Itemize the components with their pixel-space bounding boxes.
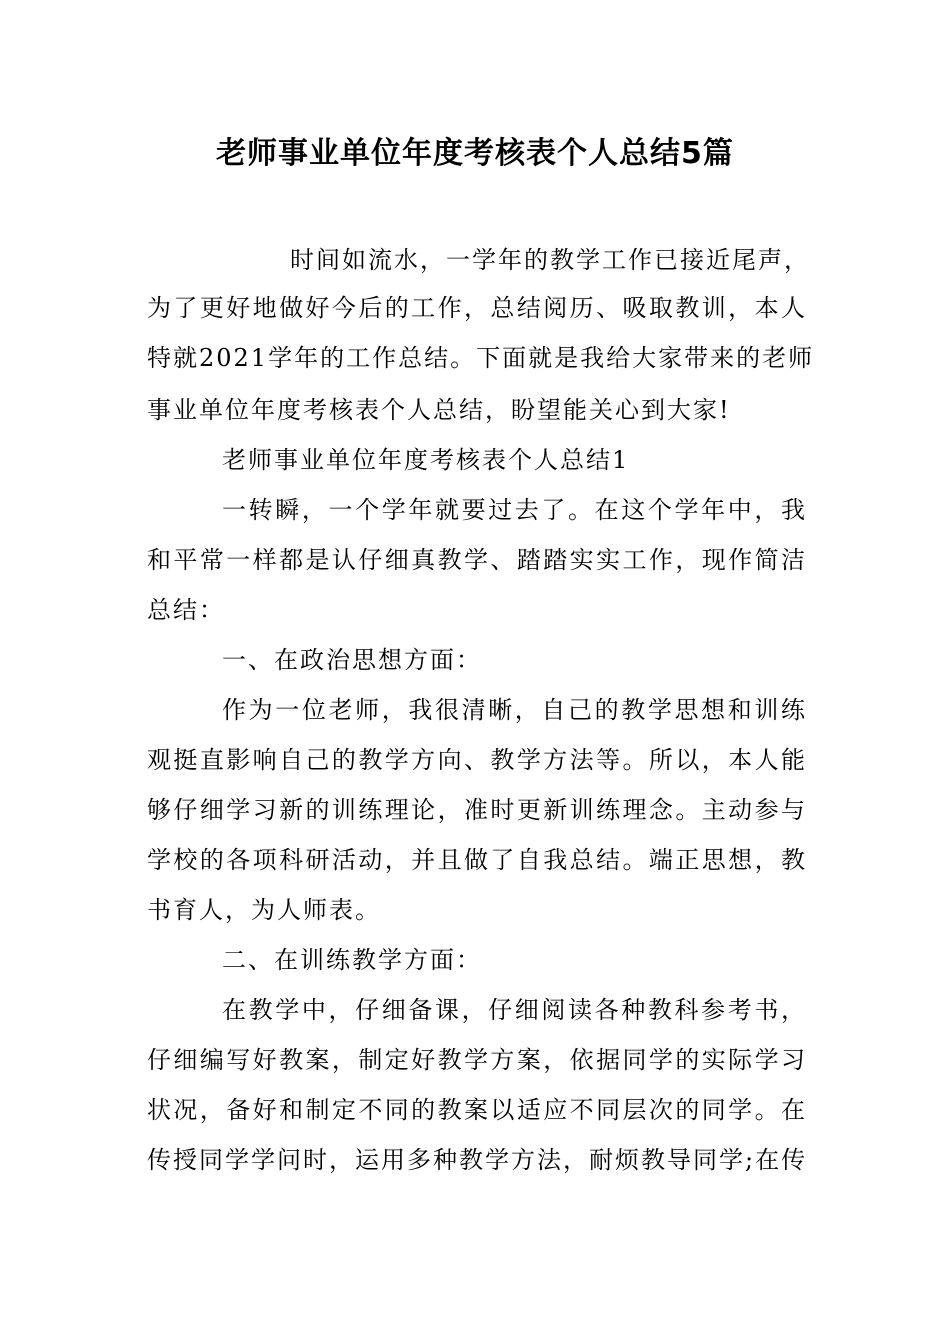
subheading-political: 一、在政治思想方面： [222, 646, 482, 674]
paragraph-2-line-2: 观挺直影响自己的教学方向、教学方法等。所以，本人能 [147, 746, 807, 774]
paragraph-3-line-2: 仔细编写好教案，制定好教学方案，依据同学的实际学习 [147, 1046, 807, 1074]
paragraph-3-line-3: 状况，备好和制定不同的教案以适应不同层次的同学。在 [147, 1096, 807, 1124]
intro-line-4: 事业单位年度考核表个人总结，盼望能关心到大家! [147, 396, 731, 424]
paragraph-2-line-3: 够仔细学习新的训练理论，准时更新训练理念。主动参与 [147, 796, 807, 824]
intro-line-2: 为了更好地做好今后的工作，总结阅历、吸取教训，本人 [147, 294, 807, 322]
paragraph-3-line-1: 在教学中，仔细备课，仔细阅读各种教科参考书， [222, 996, 807, 1024]
document-title: 老师事业单位年度考核表个人总结5篇 [216, 136, 734, 171]
subheading-teaching: 二、在训练教学方面： [222, 946, 482, 974]
paragraph-2-line-5: 书育人，为人师表。 [147, 896, 381, 924]
intro-line-3: 特就2021学年的工作总结。下面就是我给大家带来的老师 [147, 344, 815, 372]
paragraph-3-line-4: 传授同学学问时，运用多种教学方法，耐烦教导同学;在传 [147, 1146, 808, 1174]
paragraph-1-line-1: 一转瞬，一个学年就要过去了。在这个学年中，我 [222, 496, 807, 524]
paragraph-1-line-3: 总结： [147, 596, 225, 624]
intro-line-1: 时间如流水，一学年的教学工作已接近尾声， [290, 246, 810, 274]
paragraph-2-line-4: 学校的各项科研活动，并且做了自我总结。端正思想，教 [147, 846, 807, 874]
paragraph-2-line-1: 作为一位老师，我很清晰，自己的教学思想和训练 [222, 696, 807, 724]
section-heading-1: 老师事业单位年度考核表个人总结1 [222, 446, 630, 474]
paragraph-1-line-2: 和平常一样都是认仔细真教学、踏踏实实工作，现作简洁 [147, 546, 807, 574]
